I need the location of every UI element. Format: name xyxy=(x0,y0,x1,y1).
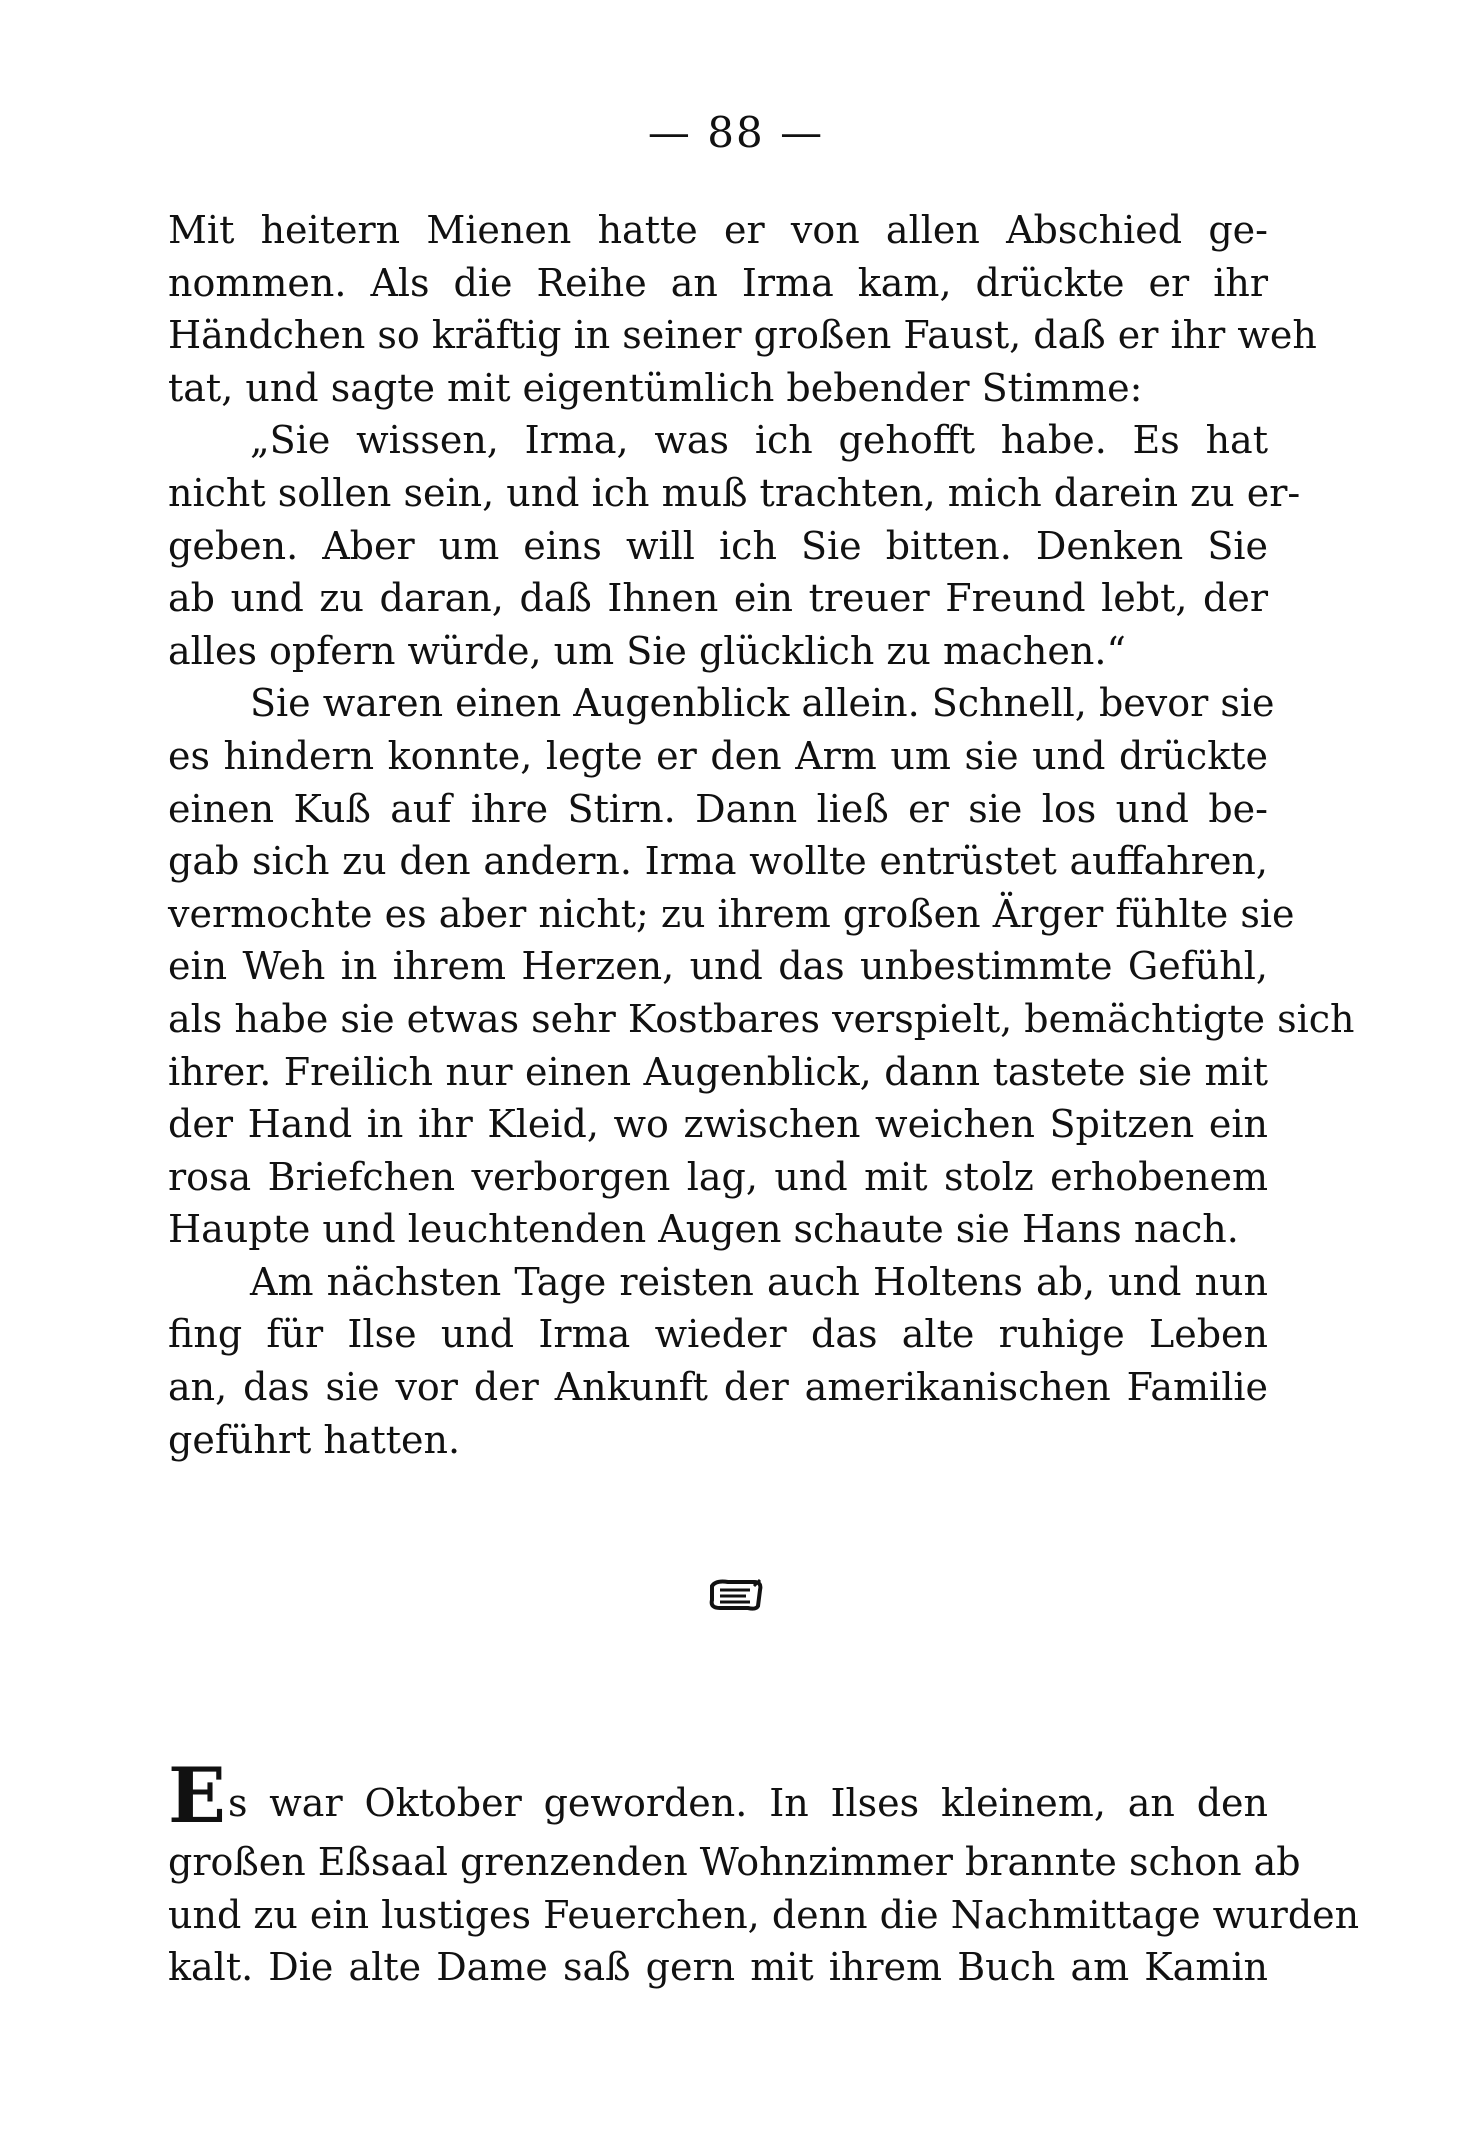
text-section-1 xyxy=(168,204,1355,1466)
text-line: der Hand in ihr Kleid, wo zwischen weichen Spitzen ein xyxy=(168,1102,1268,1147)
text-line: nicht sollen sein, und ich muß trachten, mich darein zu er- xyxy=(168,470,1301,515)
text-line: nommen. Als die Reihe an Irma kam, drückte er ihr xyxy=(168,260,1268,305)
text-line: Am nächsten Tage reisten auch Holtens ab, und nun xyxy=(250,1259,1268,1304)
text-line: und zu ein lustiges Feuerchen, denn die Nachmittage wurden xyxy=(168,1892,1360,1937)
text-line: tat, und sagte mit eigentümlich bebender Stimme: xyxy=(168,365,1143,410)
text-line: geben. Aber um eins will ich Sie bitten. Denken Sie xyxy=(168,523,1268,568)
text-line: geführt hatten. xyxy=(168,1417,461,1462)
text-line: einen Kuß auf ihre Stirn. Dann ließ er sie los und be- xyxy=(168,786,1268,831)
text-line xyxy=(168,1751,1268,1840)
text-line: es hindern konnte, legte er den Arm um sie und drückte xyxy=(168,733,1268,778)
text-line: großen Eßsaal grenzenden Wohnzimmer brannte schon ab xyxy=(168,1840,1301,1884)
text-line: ab und zu daran, daß Ihnen ein treuer Freund lebt, der xyxy=(168,576,1268,621)
text-line: an, das sie vor der Ankunft der amerikanischen Familie xyxy=(168,1365,1268,1410)
text-line: „Sie wissen, Irma, was ich gehofft habe. Es hat xyxy=(250,418,1268,463)
text-line: vermochte es aber nicht; zu ihrem großen Ärger fühlte sie xyxy=(168,891,1295,936)
text-line: Mit heitern Mienen hatte er von allen Abschied ge- xyxy=(168,208,1268,252)
text-line: als habe sie etwas sehr Kostbares verspielt, bemächtigte sich xyxy=(168,996,1355,1041)
page-number: — 88 — xyxy=(647,108,825,157)
section-divider-ornament-icon xyxy=(706,1576,766,1614)
text-line-rest: s war Oktober geworden. In Ilses kleinem, an den xyxy=(227,1781,1268,1825)
text-line: Haupte und leuchtenden Augen schaute sie Hans nach. xyxy=(168,1207,1239,1252)
text-section-2 xyxy=(168,1751,1360,1994)
text-line: kalt. Die alte Dame saß gern mit ihrem Buch am Kamin xyxy=(168,1945,1268,1990)
text-line: ein Weh in ihrem Herzen, und das unbestimmte Gefühl, xyxy=(168,944,1268,989)
text-line: Sie waren einen Augenblick allein. Schnell, bevor sie xyxy=(250,681,1275,726)
text-line: rosa Briefchen verborgen lag, und mit stolz erhobenem xyxy=(168,1154,1268,1199)
text-line: gab sich zu den andern. Irma wollte entrüstet auffahren, xyxy=(168,839,1268,884)
text-line: fing für Ilse und Irma wieder das alte ruhige Leben xyxy=(168,1312,1268,1357)
text-line: ihrer. Freilich nur einen Augenblick, dann tastete sie mit xyxy=(168,1049,1268,1094)
text-line: Händchen so kräftig in seiner großen Faust, daß er ihr weh xyxy=(168,313,1317,358)
drop-cap: E xyxy=(168,1751,226,1840)
text-line: alles opfern würde, um Sie glücklich zu machen.“ xyxy=(168,628,1126,673)
